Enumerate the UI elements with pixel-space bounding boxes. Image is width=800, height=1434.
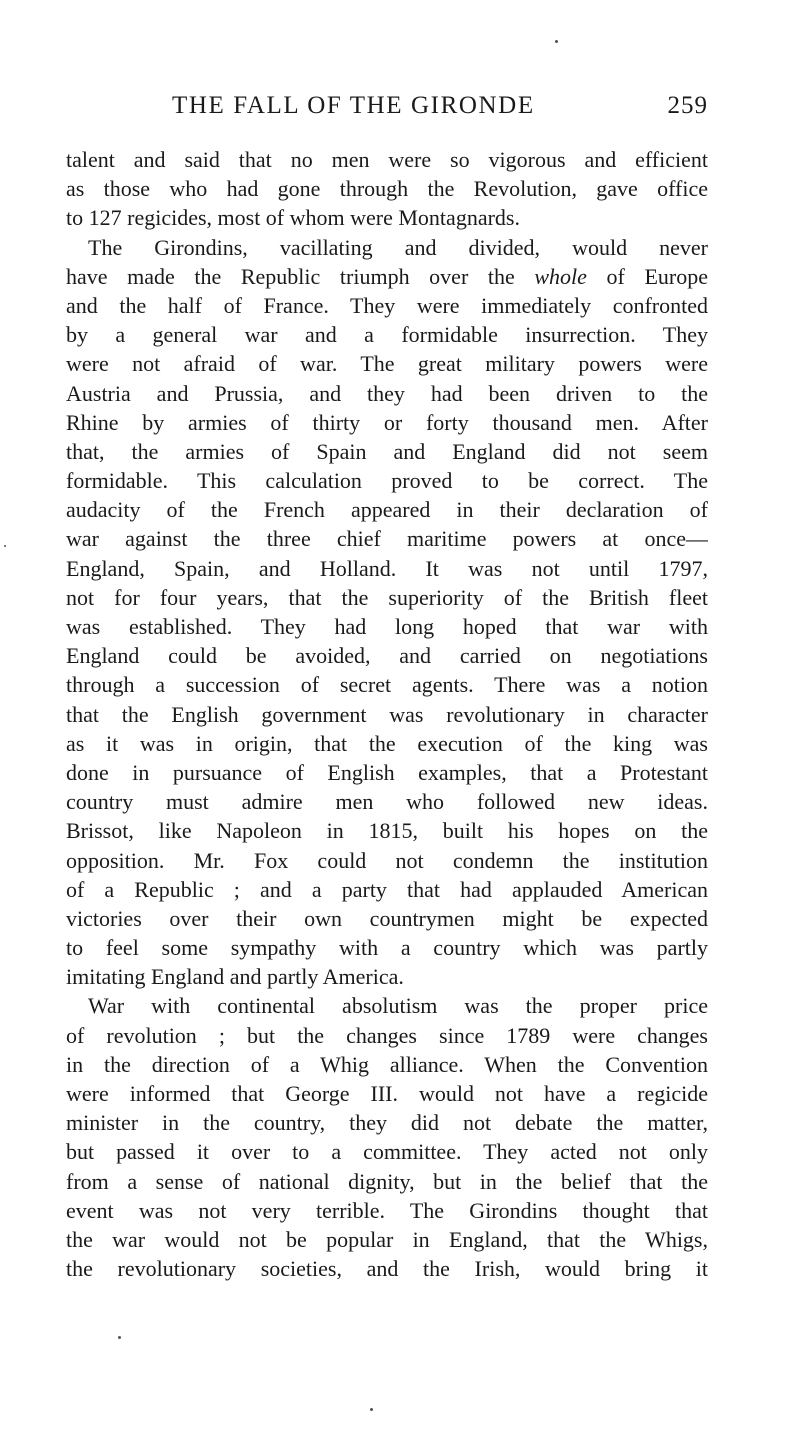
text-line: not for four years, that the superiority of the British fleet (66, 584, 708, 610)
text-line: talent and said that no men were so vigorous and efficient (66, 147, 708, 172)
text-line: England, Spain, and Holland. It was not until 1797, (66, 555, 708, 581)
text-line: done in pursuance of English examples, that a Protestant (66, 759, 708, 785)
text-line: Rhine by armies of thirty or forty thousand men. After (66, 409, 708, 435)
text-line: England could be avoided, and carried on negotiations (66, 643, 708, 669)
text-line: by a general war and a formidable insurrection. They (66, 322, 708, 348)
text-line: victories over their own countrymen might be expected (66, 905, 708, 931)
running-title: THE FALL OF THE GIRONDE (172, 92, 535, 119)
text-line: the revolutionary societies, and the Irish, would bring it (66, 1256, 708, 1282)
text-segment: War with continental absolutism was the proper price (88, 993, 708, 1019)
text-line: have made the Republic triumph over the whole of Europe (66, 263, 708, 289)
text-line: to 127 regicides, most of whom were Montagnards. (66, 205, 520, 231)
text-line: was established. They had long hoped that war with (66, 614, 708, 639)
paragraph (66, 145, 708, 233)
text-line: as those who had gone through the Revolution, gave office (66, 176, 708, 202)
text-line: formidable. This calculation proved to be correct. The (66, 468, 708, 494)
text-line: audacity of the French appeared in their declaration of (66, 497, 708, 523)
text-line: the war would not be popular in England, that the Whigs, (66, 1226, 708, 1252)
text-line: but passed it over to a committee. They acted not only (66, 1139, 708, 1165)
text-line: that, the armies of Spain and England did not seem (66, 438, 708, 464)
scan-speck (555, 40, 558, 43)
text-line (66, 991, 708, 1020)
text-line: country must admire men who followed new ideas. (66, 789, 708, 815)
text-line (66, 233, 708, 262)
text-line: in the direction of a Whig alliance. When the Convention (66, 1051, 708, 1077)
text-line: and the half of France. They were immediately confronted (66, 292, 708, 318)
text-line: to feel some sympathy with a country which was partly (66, 935, 708, 961)
text-line: Austria and Prussia, and they had been driven to the (66, 380, 708, 406)
scan-speck (370, 1408, 373, 1411)
emphasis: whole (534, 263, 587, 289)
text-line: that the English government was revolutionary in character (66, 701, 708, 727)
text-segment: The Girondins, vacillating and divided, would never (88, 234, 708, 260)
scan-speck (4, 545, 6, 547)
running-head (66, 92, 708, 126)
page-number: 259 (667, 92, 708, 119)
text-line: imitating England and partly America. (66, 964, 404, 990)
text-line: through a succession of secret agents. There was a notion (66, 672, 708, 698)
text-line: event was not very terrible. The Girondins thought that (66, 1197, 708, 1223)
text-line: were informed that George III. would not have a regicide (66, 1081, 708, 1106)
paragraph (66, 233, 708, 992)
text-line: war against the three chief maritime powers at once— (66, 526, 708, 552)
paragraph (66, 991, 708, 1283)
text-line: as it was in origin, that the execution of the king was (66, 730, 708, 756)
text-line: opposition. Mr. Fox could not condemn the institution (66, 847, 708, 873)
text-line: Brissot, like Napoleon in 1815, built his hopes on the (66, 818, 708, 844)
text-line: of revolution ; but the changes since 1789 were changes (66, 1022, 708, 1048)
body-text (66, 145, 708, 1283)
text-line: of a Republic ; and a party that had applauded American (66, 876, 708, 902)
text-line: minister in the country, they did not debate the matter, (66, 1110, 708, 1136)
text-line: were not afraid of war. The great military powers were (66, 351, 708, 377)
text-line: from a sense of national dignity, but in the belief that the (66, 1168, 708, 1194)
scan-speck (118, 1336, 121, 1339)
